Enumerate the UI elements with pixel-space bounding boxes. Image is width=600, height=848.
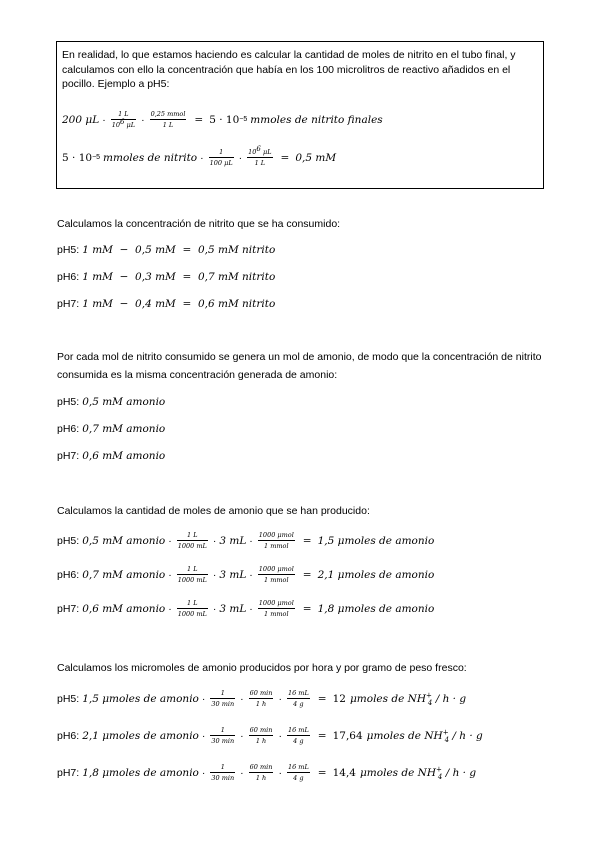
rate-frac-1: [210, 689, 235, 708]
eq1-result-unit: mmoles de nitrito finales: [250, 113, 383, 126]
am-f1-num: 1 L: [187, 565, 198, 573]
eq1-fraction-2: [150, 110, 187, 129]
am-f2-num: 1000 μmol: [258, 565, 294, 573]
rate-result: 14,4: [332, 766, 356, 779]
ammonium-conc-label: pH5:: [57, 396, 80, 408]
ammonium-conc-row-ph5: [57, 396, 165, 408]
eq1-f1-den-exp: 6: [119, 117, 125, 126]
rate-unit-sub: 4: [444, 735, 450, 744]
eq1-f2-denominator: 1 L: [162, 121, 174, 129]
rate-unit-post: / h · g: [452, 729, 483, 742]
rate-f2-num: 60 min: [249, 689, 273, 697]
eq2-f2-num-unit: μL: [262, 148, 272, 156]
rate-f3-den: 4 g: [293, 737, 304, 745]
rate-f2-num: 60 min: [249, 726, 273, 734]
rate-frac-3: [287, 689, 310, 708]
eq1-f1-den-base: 10: [111, 121, 120, 129]
am-f2-den: 1 mmol: [264, 576, 289, 584]
box-intro-text: En realidad, lo que estamos haciendo es calcular la cantidad de moles de nitrito en el tubo final, y calculamos con ello la concentración que había en los 100 microlitros de reactivo añadidos en el pocillo. Ejemplo a pH5:: [62, 49, 516, 90]
rate-f1-num: 1: [220, 689, 225, 697]
ammonium-conc-expr: 0,7 mM amonio: [82, 423, 166, 435]
am-moles-label: pH5:: [57, 534, 80, 547]
rate-f3-num: 16 mL: [287, 763, 309, 771]
rate-heading: Calculamos los micromoles de amonio producidos por hora y por gramo de peso fresco:: [57, 662, 467, 674]
rate-f3-den: 4 g: [293, 700, 304, 708]
rate-unit-sup: +: [442, 728, 449, 736]
rate-label: pH5:: [57, 692, 80, 705]
rate-row-ph7: pH7: 1,8 μmoles de amonio · $\frac{1}{30 \min}$ · $\frac{60 \min}{1 h}$ · $\frac{16 mL}{4 g}$ = 14,4 μmoles de $NH^+_4 / h \cdot g$: [57, 763, 477, 782]
rate-result: 12: [332, 692, 346, 705]
eq1-result-num: 5 · 10: [209, 113, 240, 126]
eq1-lead: 200 μL: [62, 113, 100, 126]
rate-unit-sub: 4: [427, 698, 433, 707]
am-moles-lead: 0,5 mM amonio: [82, 534, 166, 547]
ammonium-moles-row-ph7: pH7: 0,6 mM amonio · $\frac{1 L}{1000 mL}$ · 3 mL · $\frac{\text{1000 μmol}}{\text{1 mmol}}$ = 1,8 μmoles de amonio: [57, 599, 435, 618]
am-moles-label: pH7:: [57, 602, 80, 615]
consumed-row-label: pH5:: [57, 244, 80, 256]
rate-lead: 1,8 μmoles de amonio: [82, 766, 199, 779]
eq1-fraction-1: [111, 110, 136, 129]
am-moles-frac-1: [177, 599, 208, 618]
am-f1-num: 1 L: [187, 531, 198, 539]
ammonium-conc-row-ph6: [57, 423, 165, 435]
rate-frac-1: [210, 763, 235, 782]
am-f1-den: 1000 mL: [177, 610, 207, 618]
rate-result: 17,64: [332, 729, 363, 742]
rate-unit-post: / h · g: [435, 692, 467, 705]
consumed-row-expr: 1 mM − 0,3 mM = 0,7 mM nitrito: [82, 271, 276, 283]
am-moles-frac-2: [258, 565, 295, 584]
rate-frac-2: [249, 763, 274, 782]
am-f1-den: 1000 mL: [177, 542, 207, 550]
am-moles-result: 1,8 μmoles de amonio: [317, 602, 435, 615]
rate-f2-den: 1 h: [255, 700, 267, 708]
eq2-fraction-2: [247, 144, 272, 167]
am-mid: 3 mL: [219, 568, 247, 581]
rate-frac-1: [210, 726, 235, 745]
am-moles-lead: 0,7 mM amonio: [82, 568, 166, 581]
eq2-fraction-1: [209, 148, 234, 167]
consumed-row-expr: 1 mM − 0,5 mM = 0,5 mM nitrito: [82, 244, 276, 256]
rate-f1-num: 1: [220, 763, 225, 771]
rate-f1-den: 30 min: [211, 737, 235, 745]
consumed-row-expr: 1 mM − 0,4 mM = 0,6 mM nitrito: [82, 298, 276, 310]
ammonium-moles-heading: Calculamos la cantidad de moles de amonio que se han producido:: [57, 505, 370, 517]
eq1-f1-den-unit: μL: [126, 121, 136, 129]
rate-unit-post: / h · g: [445, 766, 477, 779]
rate-f2-den: 1 h: [255, 774, 267, 782]
am-f2-den: 1 mmol: [264, 610, 289, 618]
ammonium-conc-label: pH7:: [57, 450, 80, 462]
ammonium-moles-row-ph5: pH5: 0,5 mM amonio · $\frac{1 L}{1000 mL}$ · 3 mL · $\frac{\text{1000 μmol}}{\text{1 mmol}}$ = 1,5 μmoles de amonio: [57, 531, 435, 550]
rate-lead: 1,5 μmoles de amonio: [82, 692, 199, 705]
eq2-f1-numerator: 1: [219, 148, 224, 156]
rate-row-ph5: pH5: 1,5 μmoles de amonio · $\frac{1}{30 \min}$ · $\frac{60 \min}{1 h}$ · $\frac{16 mL}{4 g}$ = 12 μmoles de $NH^+_4 / h \cdot g$: [57, 689, 467, 708]
rate-f2-num: 60 min: [249, 763, 273, 771]
am-moles-frac-2: [258, 531, 295, 550]
consumed-row-ph6: [57, 271, 275, 283]
am-moles-frac-1: [177, 565, 208, 584]
consumed-row-label: pH6:: [57, 271, 80, 283]
ammonium-conc-expr: 0,6 mM amonio: [82, 450, 166, 462]
am-moles-result: 2,1 μmoles de amonio: [317, 568, 435, 581]
eq2-f1-denominator: 100 μL: [209, 159, 233, 167]
eq2-lead-num: 5 · 10: [62, 151, 93, 164]
rate-f1-den: 30 min: [211, 700, 235, 708]
am-moles-lead: 0,6 mM amonio: [82, 602, 166, 615]
consumed-row-label: pH7:: [57, 298, 80, 310]
rate-unit-sub: 4: [437, 772, 443, 781]
rate-frac-3: [287, 763, 310, 782]
eq1-f2-numerator: 0,25 mmol: [150, 110, 186, 118]
ammonium-conc-row-ph7: [57, 450, 165, 462]
am-f2-num: 1000 μmol: [258, 531, 294, 539]
am-f2-num: 1000 μmol: [258, 599, 294, 607]
ammonium-conc-expr: 0,5 mM amonio: [82, 396, 166, 408]
eq2-f2-denominator: 1 L: [254, 159, 266, 167]
am-moles-frac-1: [177, 531, 208, 550]
am-moles-frac-2: [258, 599, 295, 618]
eq2-f2-num-exp: 6: [256, 144, 261, 153]
consumed-row-ph7: [57, 298, 275, 310]
rate-unit-sup: +: [436, 765, 442, 773]
ammonium-moles-row-ph6: pH6: 0,7 mM amonio · $\frac{1 L}{1000 mL}$ · 3 mL · $\frac{\text{1000 μmol}}{\text{1 mmol}}$ = 2,1 μmoles de amonio: [57, 565, 435, 584]
rate-f1-den: 30 min: [211, 774, 235, 782]
rate-f3-num: 16 mL: [287, 689, 309, 697]
am-f1-num: 1 L: [187, 599, 198, 607]
consumed-row-ph5: [57, 244, 275, 256]
am-f2-den: 1 mmol: [264, 542, 289, 550]
ammonium-conc-label: pH6:: [57, 423, 80, 435]
rate-f2-den: 1 h: [255, 737, 267, 745]
rate-frac-2: [249, 726, 274, 745]
rate-unit-pre: μmoles de NH: [359, 766, 437, 779]
eq2-lead-unit: mmoles de nitrito: [103, 151, 198, 164]
rate-label: pH6:: [57, 729, 80, 742]
rate-unit-pre: μmoles de NH: [349, 692, 426, 705]
rate-frac-2: [249, 689, 274, 708]
rate-row-ph6: pH6: 2,1 μmoles de amonio · $\frac{1}{30 \min}$ · $\frac{60 \min}{1 h}$ · $\frac{16 mL}{4 g}$ = 17,64 μmoles de $NH^+_4 / h \cdot g$: [57, 726, 483, 745]
box-equation-2: 5 · 10 −5 mmoles de nitrito · $\frac{1}{100 \mu L}$ · $\frac{10^6 \mu L}{1 L}$ = 0,5 mM: [62, 144, 337, 167]
rate-frac-3: [287, 726, 310, 745]
eq2-result: 0,5 mM: [295, 151, 337, 164]
rate-unit-pre: μmoles de NH: [366, 729, 443, 742]
rate-f3-den: 4 g: [293, 774, 304, 782]
rate-f3-num: 16 mL: [287, 726, 309, 734]
am-moles-result: 1,5 μmoles de amonio: [317, 534, 435, 547]
rate-unit-sup: +: [426, 691, 432, 699]
am-f1-den: 1000 mL: [177, 576, 207, 584]
eq2-f2-num-base: 10: [248, 148, 257, 156]
am-mid: 3 mL: [219, 602, 247, 615]
am-mid: 3 mL: [219, 534, 247, 547]
am-moles-label: pH6:: [57, 568, 80, 581]
consumed-heading: Calculamos la concentración de nitrito que se ha consumido:: [57, 218, 341, 230]
rate-f1-num: 1: [220, 726, 225, 734]
rate-label: pH7:: [57, 766, 80, 779]
explanation-box: [56, 41, 544, 189]
ammonium-conc-heading: Por cada mol de nitrito consumido se genera un mol de amonio, de modo que la concentración de nitrito consumida es la misma concentración generada de amonio:: [57, 351, 542, 381]
rate-lead: 2,1 μmoles de amonio: [82, 729, 199, 742]
box-equation-1: 200 μL · $\frac{1 L}{10^6 \mu L}$ · $\frac{\text{0,25 mmol}}{1 L}$ = 5 · 10 −5 mmoles de nitrito finales: [62, 110, 383, 129]
eq1-f1-numerator: 1 L: [118, 110, 129, 118]
